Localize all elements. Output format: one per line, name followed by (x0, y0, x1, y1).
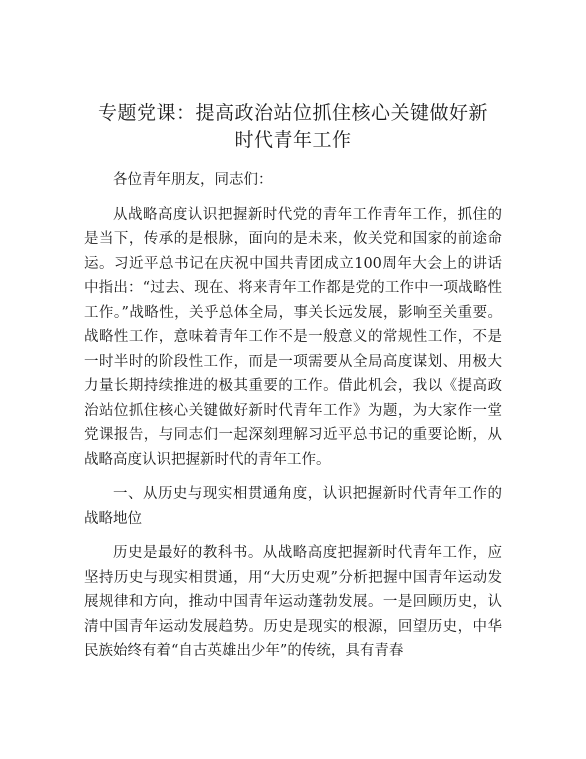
title-line-1: 专题党课：提高政治站位抓住核心关键做好新 (97, 102, 488, 124)
greeting: 各位青年朋友，同志们： (113, 172, 273, 188)
paragraph-history: 历史是最好的教科书。从战略高度把握新时代青年工作，应坚持历史与现实相贯通，用“大历史观”分析把握中国青年运动发展规律和方向，推动中国青年运动蓬勃发展。一是回顾历史，认清中国青年运动发展趋势。历史是现实的根源，回望历史，中华民族始终有着“自古英雄出少年”的传统，具有青春 (84, 545, 502, 659)
document-title (70, 100, 516, 154)
paragraph-intro: 从战略高度认识把握新时代党的青年工作青年工作，抓住的是当下，传承的是根脉，面向的是未来，攸关党和国家的前途命运。习近平总书记在庆祝中国共青团成立100周年大会上的讲话中指出：“过去、现在、将来青年工作都是党的工作中一项战略性工作。”战略性，关乎总体全局，事关长远发展，影响至关重要。战略性工作，意味着青年工作不是一般意义的常规性工作，不是一时半时的阶段性工作，而是一项需要从全局高度谋划、用极大力量长期持续推进的极其重要的工作。借此机会，我以《提高政治站位抓住核心关键做好新时代青年工作》为题，为大家作一堂党课报告，与同志们一起深刻理解习近平总书记的重要论断，从战略高度认识把握新时代的青年工作。 (84, 206, 502, 468)
title-line-2: 时代青年工作 (234, 129, 352, 151)
section-heading-1: 一、从历史与现实相贯通角度，认识把握新时代青年工作的战略地位 (84, 486, 502, 527)
document-body (84, 168, 502, 674)
